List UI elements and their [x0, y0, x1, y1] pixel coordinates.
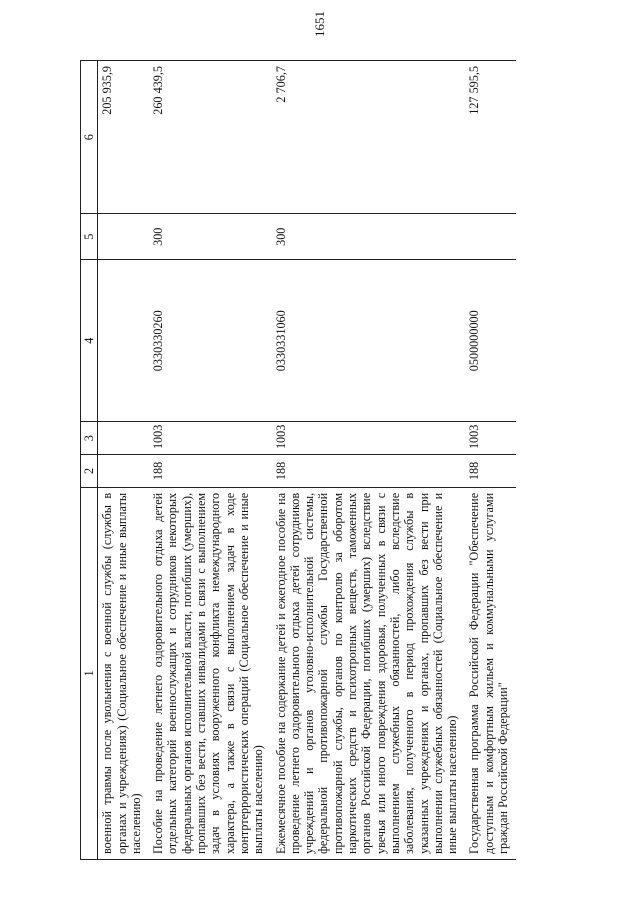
column-number-header [81, 61, 98, 860]
page-number: 1651 [312, 11, 327, 37]
row-target-code: 0500000000 [465, 260, 516, 422]
row-ministry-code: 188 [272, 455, 466, 488]
row-expense-type [98, 214, 149, 260]
row-amount: 260 439,5 [149, 61, 271, 214]
column-header-5: 5 [81, 214, 98, 260]
row-amount: 2 706,7 [272, 61, 466, 214]
row-expense-type: 300 [149, 214, 271, 260]
column-header-1: 1 [81, 487, 98, 859]
row-expense-type [465, 214, 516, 260]
row-expense-type: 300 [272, 214, 466, 260]
table-row [465, 61, 516, 860]
table-row [149, 61, 271, 860]
row-ministry-code [98, 455, 149, 488]
column-header-4: 4 [81, 260, 98, 422]
row-section-code: 1003 [272, 422, 466, 455]
row-target-code: 0330330260 [149, 260, 271, 422]
table-row [98, 61, 149, 860]
column-header-3: 3 [81, 422, 98, 455]
row-section-code [98, 422, 149, 455]
column-header-6: 6 [81, 61, 98, 214]
row-target-code: 0330331060 [272, 260, 466, 422]
row-name: военной травмы после увольнения с военной службы (службы в органах и учреждениях) (Социальное обеспечение и иные выплаты населению) [98, 487, 149, 859]
column-header-2: 2 [81, 455, 98, 488]
row-section-code: 1003 [149, 422, 271, 455]
table-row [272, 61, 466, 860]
row-ministry-code: 188 [465, 455, 516, 488]
budget-table [80, 60, 516, 860]
row-name: Государственная программа Российской Федерации "Обеспечение доступным и комфортным жильем и коммунальными услугами граждан Российской Федерации" [465, 487, 516, 859]
row-name: Ежемесячное пособие на содержание детей и ежегодное пособие на проведение летнего оздоровительного отдыха детей сотрудников учреждений и органов уголовно-исполнительной системы, федеральной противопожарной службы Государственной противопожарной службы, органов по контролю за оборотом наркотических средств и психотропных веществ, таможенных органов Российской Федерации, погибших (умерших) вследствие увечья или иного повреждения здоровья, полученных в связи с выполнением служебных обязанностей, либо вследствие заболевания, полученного в период прохождения службы в указанных учреждениях и органах, пропавших без вести при выполнении служебных обязанностей (Социальное обеспечение и иные выплаты населению) [272, 487, 466, 859]
row-ministry-code: 188 [149, 455, 271, 488]
row-target-code [98, 260, 149, 422]
budget-table-sheet [80, 60, 570, 860]
row-name: Пособие на проведение летнего оздоровительного отдыха детей отдельных категорий военнослужащих и сотрудников некоторых федеральных органов исполнительной власти, погибших (умерших), пропавших без вести, ставших инвалидами в связи с выполнением задач в условиях вооруженного конфликта немеждународного характера, а также в связи с выполнением задач в ходе контртеррористических операций (Социальное обеспечение и иные выплаты населению) [149, 487, 271, 859]
row-amount: 205 935,9 [98, 61, 149, 214]
row-section-code: 1003 [465, 422, 516, 455]
row-amount: 127 595,5 [465, 61, 516, 214]
